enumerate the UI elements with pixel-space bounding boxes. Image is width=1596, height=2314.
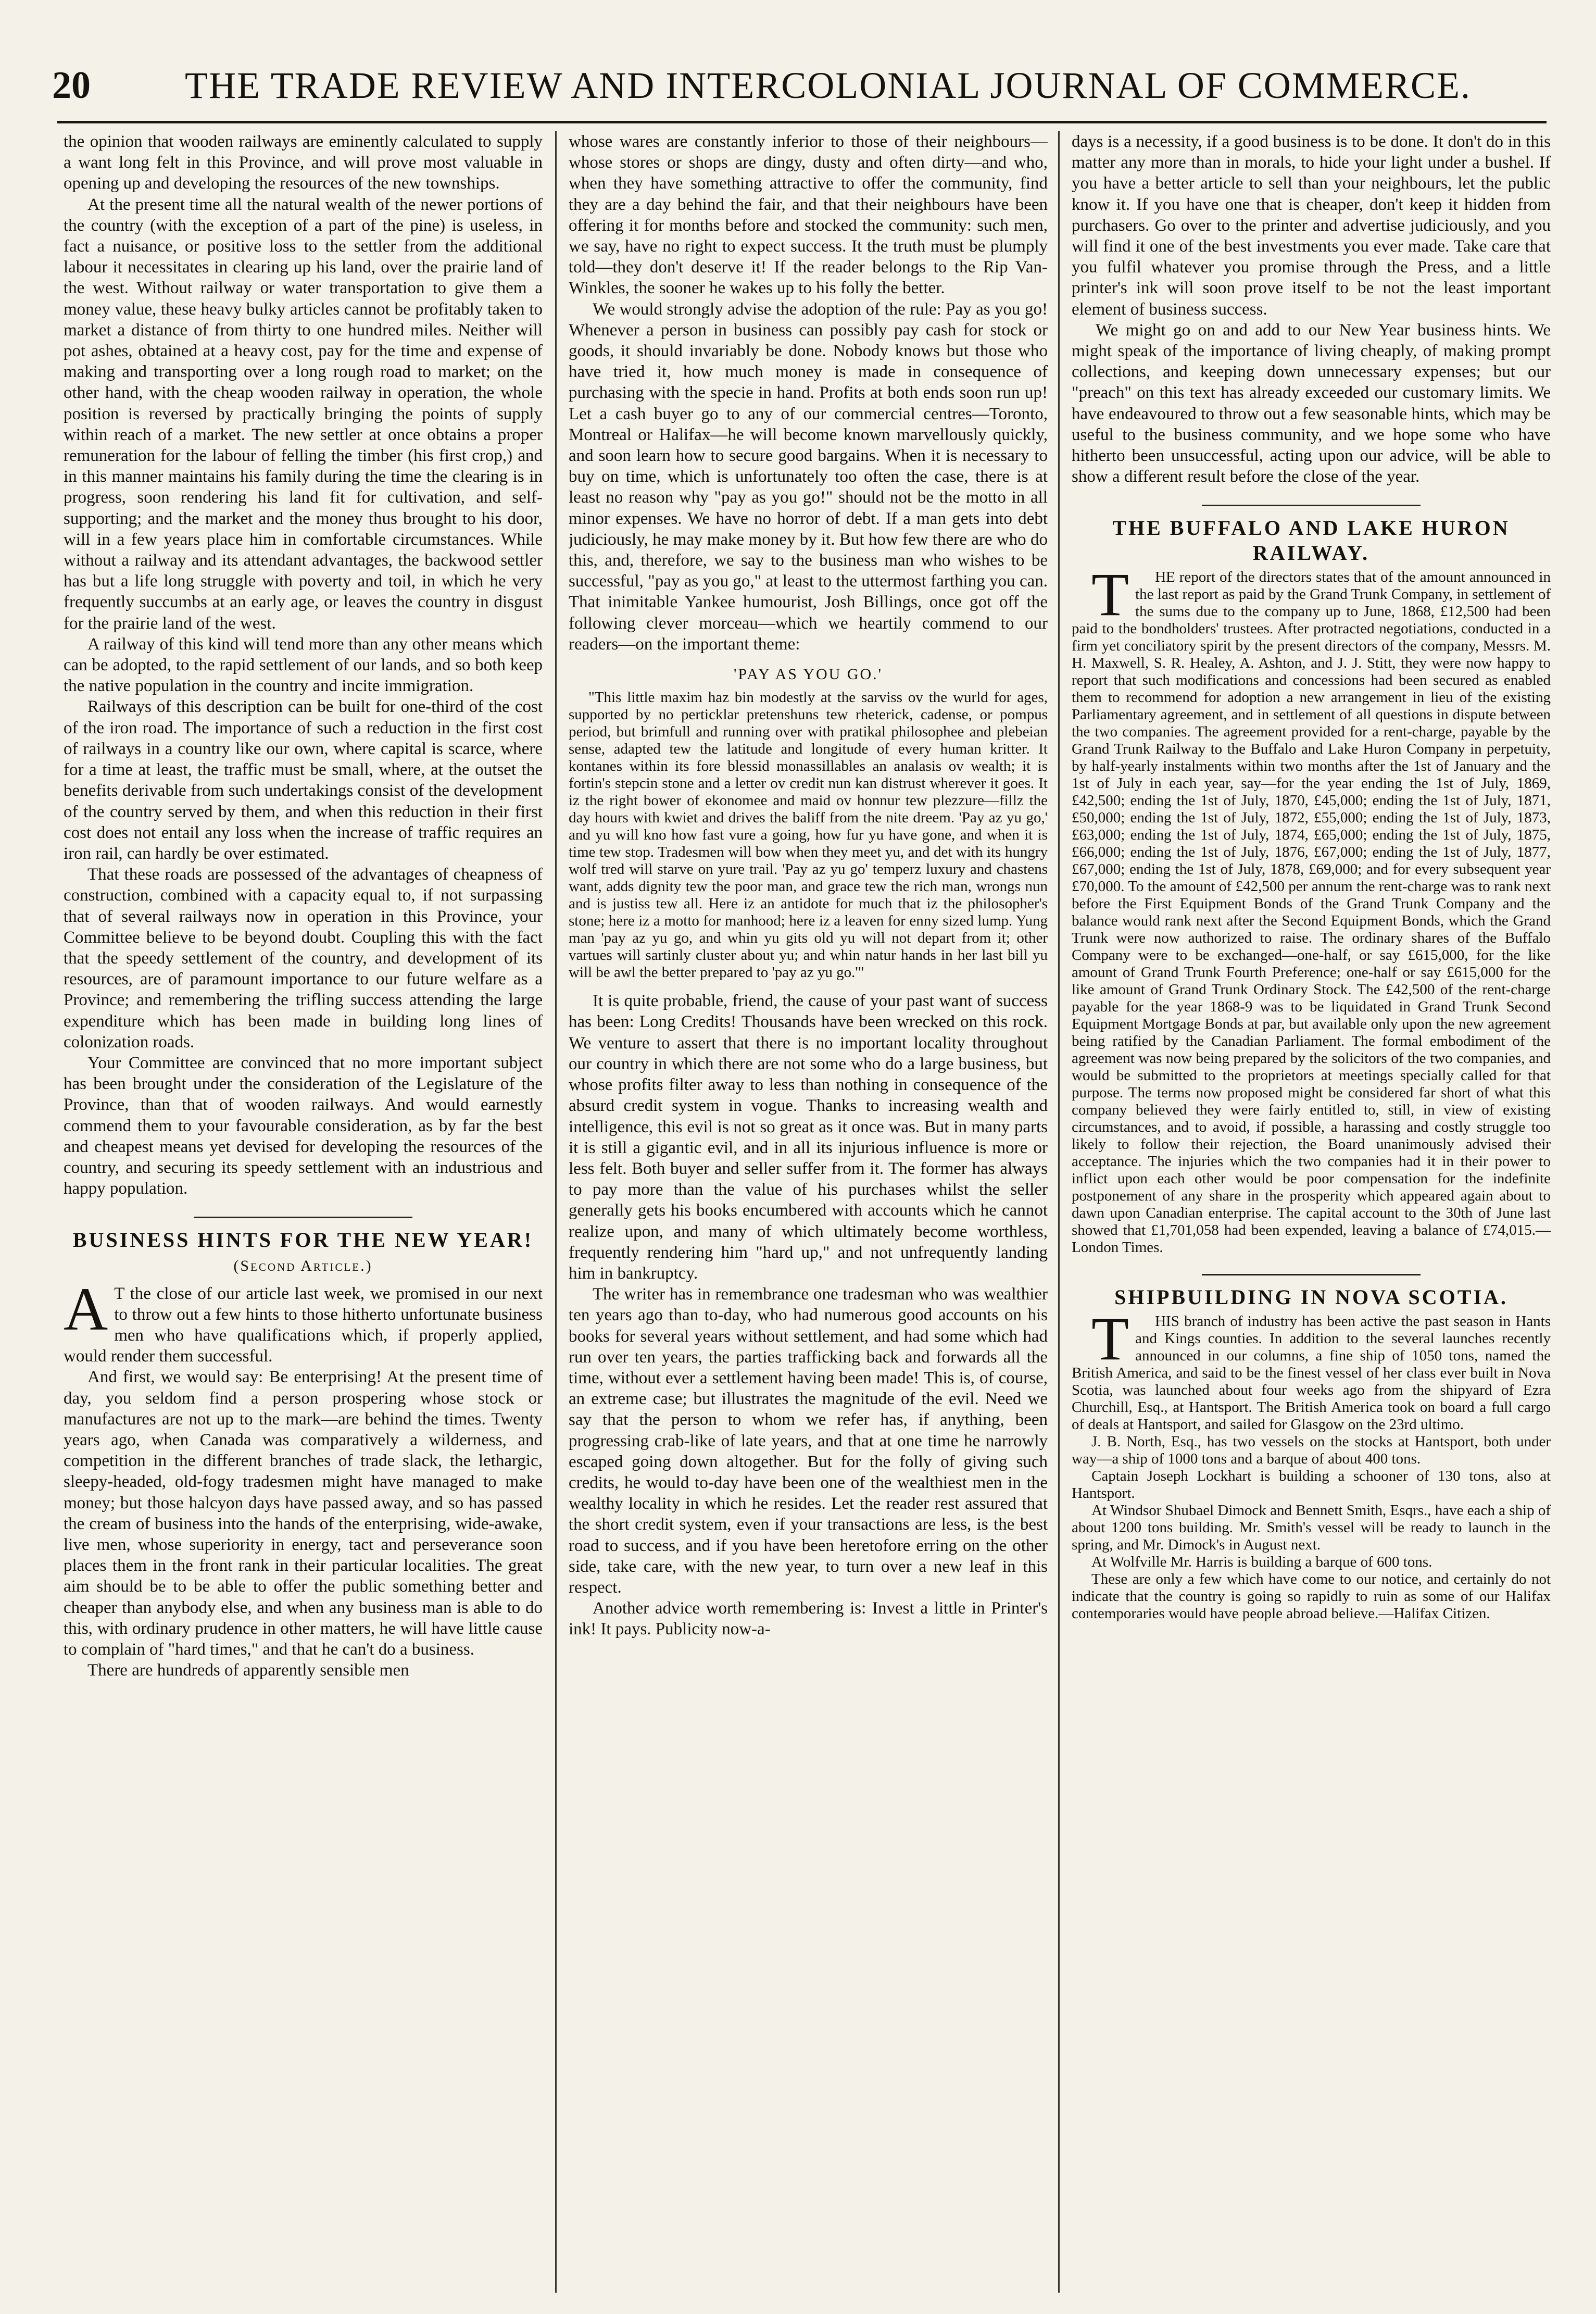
article-header-business-hints [64, 1217, 543, 1277]
column-divider [555, 131, 557, 2293]
paragraph: J. B. North, Esq., has two vessels on the stocks at Hantsport, both under way—a ship of 1000 tons and a barque of about 400 tons. [1072, 1433, 1551, 1468]
paragraph: Your Committee are convinced that no more important subject has been brought under the consideration of the Legislature of the Province, than that of wooden railways. And would earnestly commend them to your favourable consideration, as by far the best and cheapest means yet devised for developing the resources of the country, and securing its speedy settlement with an industrious and happy population. [64, 1053, 543, 1198]
drop-cap: T [1091, 560, 1129, 629]
paragraph: Railways of this description can be built for one-third of the cost of the iron road. The importance of such a reduction in the first cost of railways in a country like our own, where capital is scarce, where for a time at least, the traffic must be small, where, at the outset the benefits derivable from such undertakings consist of the development of the country served by them, and when this reduction in their first cost does not entail any loss when the increase of traffic requires an iron rail, can hardly be over estimated. [64, 697, 543, 863]
journal-title: THE TRADE REVIEW AND INTERCOLONIAL JOURNAL OF COMMERCE. [185, 65, 1471, 106]
paragraph: There are hundreds of apparently sensible men [87, 1661, 409, 1680]
paragraph: Captain Joseph Lockhart is building a schooner of 130 tons, also at Hantsport. [1072, 1468, 1551, 1502]
column-divider [1058, 131, 1060, 2293]
heading-rule [1202, 1274, 1421, 1275]
paragraph [64, 1274, 543, 1367]
article-header-buffalo-railway [1072, 505, 1551, 566]
paragraph-text: T the close of our article last week, we promised in our next to throw out a few hints to those hitherto unfortunate business men who have qualifications which, if properly applied, would render them successful. [64, 1284, 543, 1366]
paragraph-text: HIS branch of industry has been active the past season in Hants and Kings counties. In addition to the several launches recently announced in our columns, a fine ship of 1050 tons, named the British America, and said to be the finest vessel of her class ever built in Nova Scotia, was launched about four weeks ago from the shipyard of Ezra Churchill, Esq., at Hantsport. The British America took on board a full cargo of deals at Hantsport, and sailed for Glasgow on the 23rd ultimo. [1072, 1313, 1551, 1433]
paragraph: the opinion that wooden railways are eminently calculated to supply a want long felt in this Province, and will prove most valuable in opening up and developing the resources of the new townships. [64, 132, 543, 193]
paragraph: That these roads are possessed of the advantages of cheapness of construction, combined with a capacity equal to, if not surpassing that of several railways now in operation in this Province, your Committee believe to be beyond doubt. Coupling this with the fact that the speedy settlement of the country, and development of its resources, are of paramount importance to our future welfare as a Province; and remembering the trifling success attending the large expenditure which has been made in building long lines of colonization roads. [64, 865, 543, 1052]
paragraph: At the present time all the natural wealth of the newer portions of the country (with the exception of a part of the pine) is useless, in fact a nuisance, or positive loss to the settler from the additional labour it necessitates in clearing up his land, over the prairie land of the west. Without railway or water transportation to give them a money value, these heavy bulky articles cannot be profitably taken to market a distance of from thirty to one hundred miles. Neither will pot ashes, obtained at a heavy cost, pay for the time and expense of making and transporting over a long rough road to market; on the other hand, with the cheap wooden railway in operation, the whole position is reversed by practically bringing the points of supply within reach of a market. The new settler at once obtains a proper remuneration for the labour of felling the timber (his first crop,) and in this manner maintains his family during the time the clearing is in progress, soon rendering his land fit for cultivation, and self-supporting; and the market and the money thus brought to his door, will in a few years place him in comfortable circumstances. While without a railway and its attendant advantages, the backwood settler has but a life long struggle with poverty and toil, in which he very frequently succumbs at an early age, or leaves the country in disgust for the prairie land of the west. [64, 195, 543, 633]
paragraph: These are only a few which have come to our notice, and certainly do not indicate that the country is going so rapidly to ruin as some of our Halifax contemporaries would have people abroad believe.—Halifax Citizen. [1072, 1571, 1551, 1622]
paragraph: We might go on and add to our New Year business hints. We might speak of the importance of living cheaply, of making prompt collections, and keeping down unnecessary expenses; but our "preach" on this text has already exceeded our customary limits. We have endeavoured to throw out a few seasonable hints, which may be useful to the business community, and we hope some who have hitherto been unsuccessful, acting upon our advice, will be able to show a different result before the close of the year. [1072, 320, 1551, 486]
quotation-block [569, 689, 1048, 981]
heading-rule [194, 1217, 412, 1218]
paragraph: A railway of this kind will tend more than any other means which can be adopted, to the rapid settlement of our lands, and so both keep the native population in the country and incite immigration. [64, 634, 543, 696]
paragraph: We would strongly advise the adoption of the rule: Pay as you go! Whenever a person in business can possibly pay cash for stock or goods, it should invariably be done. Nobody knows but those who have tried it, how much money is made in consequence of purchasing with the specie in hand. Profits at both ends soon run up! Let a cash buyer go to any of our commercial centres—Toronto, Montreal or Halifax—he will become known marvellously quickly, and soon learn how to secure good bargains. When it is necessary to buy on time, which is unfortunately too often the case, there is at least no reason why "pay as you go!" should not be the motto in all minor expenses. We have no horror of debt. If a man gets into debt judiciously, he may make money by it. But how few there are who do this, and, therefore, we say to the business man who wishes to be successful, "pay as you go," at least to the uttermost farthing you can. That inimitable Yankee humourist, Josh Billings, once got off the following clever morceau—which we heartily commend to our readers—on the important theme: [569, 299, 1048, 654]
column-2 [569, 131, 1048, 2293]
heading-rule [1202, 505, 1421, 506]
column-3 [1072, 131, 1551, 2293]
paragraph: At Windsor Shubael Dimock and Bennett Smith, Esqrs., have each a ship of about 1200 tons building. Mr. Smith's vessel will be ready to launch in the spring, and Mr. Dimock's in August next. [1072, 1502, 1551, 1554]
article-body-shipbuilding [1072, 1305, 1551, 1622]
page-number: 20 [52, 64, 91, 107]
quote-title: 'PAY AS YOU GO.' [733, 666, 883, 683]
paragraph: days is a necessity, if a good business is to be done. It don't do in this matter any more than in morals, to hide your light under a bushel. If you have a better article to sell than your neighbours, let the public know it. If you have one that is cheaper, don't keep it hidden from purchasers. Go over to the printer and advertise judiciously, and you will find it one of the best investments you ever made. Take care that you fulfil whatever you promise through the Press, and a little printer's ink will soon prove itself to be not the least important element of business success. [1072, 132, 1551, 319]
article-heading: SHIPBUILDING IN NOVA SCOTIA. [1114, 1285, 1508, 1309]
spacer [569, 981, 1048, 991]
paragraph: At Wolfville Mr. Harris is building a barque of 600 tons. [1091, 1554, 1432, 1571]
article-body-buffalo-railway [1072, 560, 1551, 1256]
article-heading: THE BUFFALO AND LAKE HURON RAILWAY. [1112, 516, 1510, 565]
article-header-shipbuilding [1072, 1274, 1551, 1310]
paragraph: Another advice worth remembering is: Invest a little in Printer's ink! It pays. Publicity now-a- [569, 1599, 1048, 1639]
paragraph: The writer has in remembrance one tradesman who was wealthier ten years ago than to-day, who had numerous good accounts on his books for several years without settlement, and had some which had run over ten years, the parties trafficking back and forwards all the time, without ever a settlement having been made! This is, of course, an extreme case; but illustrates the magnitude of the evil. Need we say that the person to whom we refer has, if anything, been progressing crab-like of late years, and that at one time he narrowly escaped going down altogether. But for the folly of giving such credits, he would to-day have been one of the wealthiest men in the wealthy locality in which he resides. Let the reader rest assured that the short credit system, even if your transactions are less, is the best road to success, and if you have been heretofore erring on the other side, take care, with the new year, to turn over a new leaf in this respect. [569, 1285, 1048, 1597]
drop-cap: T [1091, 1305, 1129, 1373]
article-heading: BUSINESS HINTS FOR THE NEW YEAR! [72, 1228, 534, 1252]
paragraph: whose wares are constantly inferior to those of their neighbours—whose stores or shops are dingy, dusty and often dirty—and who, when they have something attractive to offer the community, find they are a day behind the fair, and that their neighbours have been offering it for months before and stocked the community: such men, we say, have no right to expect success. It the truth must be plumply told—they don't deserve it! If the reader belongs to the Rip Van-Winkles, the sooner he wakes up to his folly the better. [569, 132, 1048, 298]
paragraph: It is quite probable, friend, the cause of your past want of success has been: Long Credits! Thousands have been wrecked on this rock. We venture to assert that there is no important locality throughout our country in which there are not some who do a large business, but whose profits filter away to less than nothing in consequence of the absurd credit system in vogue. Thanks to increasing wealth and intelligence, this evil is not so great as it once was. But in many parts it is still a gigantic evil, and in all its injurious influence is more or less felt. Both buyer and seller suffer from it. The former has always to pay more than the value of his purchases whilst the seller generally gets his books encumbered with accounts which he cannot realize upon, and many of which ultimately become worthless, frequently rendering him "hard up," and not unfrequently landing him in bankruptcy. [569, 992, 1048, 1283]
paragraph [1072, 560, 1551, 1256]
paragraph: And first, we would say: Be enterprising! At the present time of day, you seldom find a person prospering whose stock or manufactures are not up to the mark—are behind the times. Twenty years ago, when Canada was comparatively a wilderness, and competition in the different branches of trade slack, the lethargic, sleepy-headed, old-fogy tradesmen might have managed to make money; but those halcyon days have passed away, and so has passed the cream of business into the hands of the enterprising, wide-awake, live men, whose superiority in energy, tact and perseverance soon places them in the front rank in their particular localities. The great aim should be to be able to offer the public something better and cheaper than anybody else, and when any business man is able to do this, with ordinary prudence in other matters, he will have little cause to complain of "hard times," and that he can't do a business. [64, 1368, 543, 1659]
drop-cap: A [64, 1274, 108, 1343]
column-1 [64, 131, 543, 2293]
quotation-text: "This little maxim haz bin modestly at the sarviss ov the wurld for ages, supported by no perticklar pretenshuns tew rheterick, cadense, or pompus period, but brimfull and running over with pratikal philosophee and plebeian sense, adapted tew the latitude and longitude of every human kritter. It kontanes within its fore blessid monassillables an analasis ov wealth; it is fortin's stepcin stone and a letter ov credit nun kan distrust wherever it goes. It iz the right bower of ekonomee and maid ov honnur tew plezzure—fillz the day hours with kwiet and drives the baliff from the nite dreem. 'Pay az yu go,' and yu will kno how fast vure a going, how fur yu have gone, and when it is time tew stop. Tradesmen will bow when they meet yu, and det with its hungry wolf tred will starve on yure trail. 'Pay az yu go' temperz luxury and chastens want, adds dignity tew the poor man, and grace tew the rich man, wrongs nun and is justiss tew all. Here iz an antidote for much that iz the philosopher's stone; here iz a motto for manhood; here iz a leaven for enny sized lump. Yung man 'pay az yu go, and whin yu gits old yu will not depart from it; other vartues will sartinly cluster about yu; and whin natur hands in her last bill yu will be awl the better prepared to 'pay az yu go.'" [569, 689, 1048, 981]
paragraph-text: HE report of the directors states that of the amount announced in the last report as paid by the Grand Trunk Company, in settlement of the sums due to the company up to June, 1868, £12,500 had been paid to the bondholders' trustees. After protracted negotiations, conducted in a firm yet conciliatory spirit by the present directors of the company, Messrs. M. H. Maxwell, S. R. Healey, A. Ashton, and J. J. Stitt, they were now happy to report that such modifications and concessions had been secured as enabled them to recommend for adoption a new arrangement in lieu of the existing Parliamentary agreement, and in settlement of all questions in dispute between the two companies. The agreement provided for a rent-charge, payable by the Grand Trunk Railway to the Buffalo and Lake Huron Company in perpetuity, by half-yearly instalments within two months after the 1st of January and the 1st of July in each year, say—for the year ending the 1st of July, 1869, £42,500; ending the 1st of July, 1870, £45,000; ending the 1st of July, 1871, £50,000; ending the 1st of July, 1872, £55,000; ending the 1st of July, 1873, £63,000; ending the 1st of July, 1874, £65,000; ending the 1st of July, 1875, £66,000; ending the 1st of July, 1876, £67,000; ending the 1st of July, 1877, £67,000; ending the 1st of July, 1878, £69,000; and for every subsequent year £70,000. To the amount of £42,500 per annum the rent-charge was to rank next before the First Equipment Bonds of the Grand Trunk Company and the balance would rank next after the Second Equipment Bonds, which the Grand Trunk were now authorized to raise. The ordinary shares of the Buffalo Company were to be exchanged—one-half, or say £615,000, for the like amount of Grand Trunk Fourth Preference; one-half or say £615,000 for the like amount of Grand Trunk Ordinary Stock. The £42,500 of the rent-charge payable for the year 1868-9 was to be liquidated in Grand Trunk Second Equipment Mortgage Bonds at par, but available only upon the new agreement being ratified by the Canadian Parliament. The formal embodiment of the agreement was now being prepared by the solicitors of the two companies, and would be submitted to the proprietors at meetings specially called for that purpose. The terms now proposed might be considered far short of what this company believed they were fairly entitled to, still, in view of existing circumstances, and to avoid, if possible, a harassing and costly struggle too likely to follow their rejection, the Board unanimously advised their acceptance. The injuries which the two companies had it in their power to inflict upon each other would be poor compensation for the indefinite postponement of any share in the prosperity which appeared again about to dawn upon Canadian enterprise. The capital account to the 30th of June last showed that £1,701,058 had been expended, leaving a balance of £74,015.—London Times. [1072, 569, 1551, 1256]
masthead-rule [57, 121, 1547, 123]
masthead [52, 64, 1541, 116]
article-subheading: (Second Article.) [233, 1257, 373, 1275]
paragraph [1072, 1305, 1551, 1433]
